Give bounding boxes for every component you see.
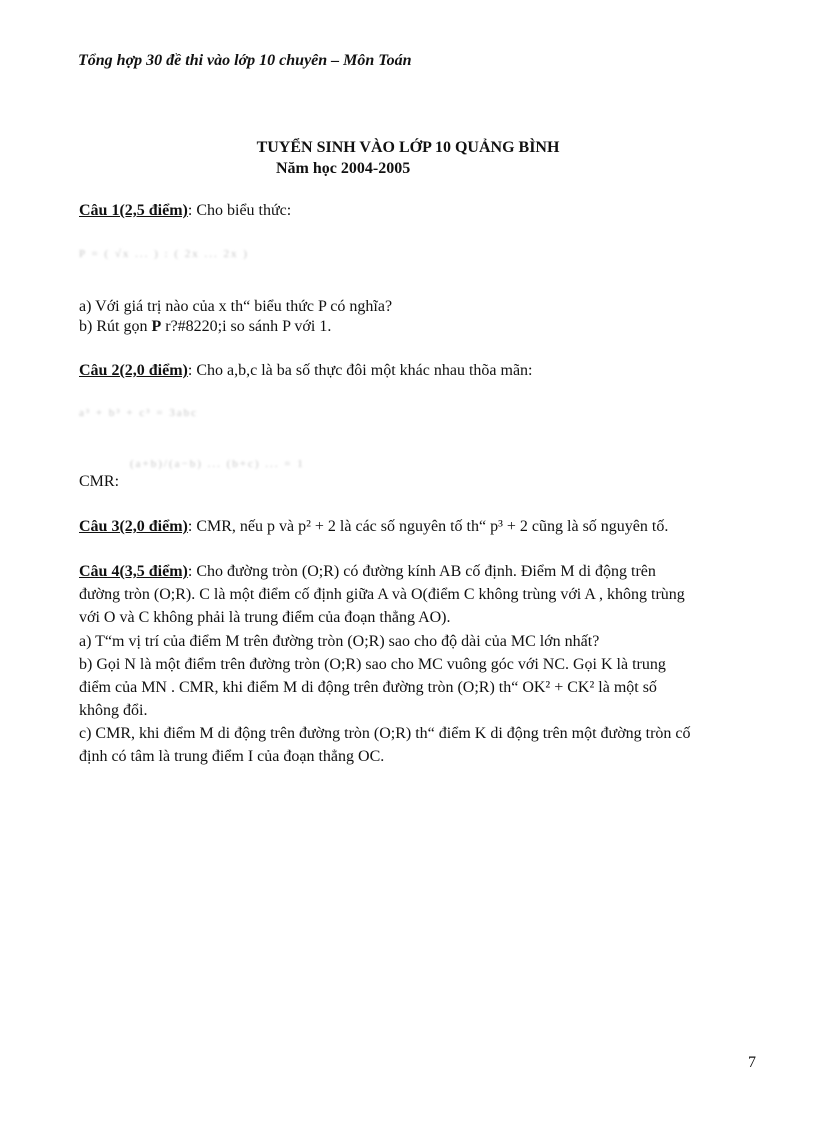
question-1-text: : Cho biểu thức:	[187, 202, 292, 219]
question-1-formula: P = ( √x ... ) : ( 2x ... 2x )	[79, 248, 249, 260]
question-4-line-3: với O và C không phải là trung điểm của đoạn thẳng AO).	[79, 609, 451, 626]
question-2-condition-formula: a³ + b³ + c³ = 3abc	[79, 407, 199, 419]
question-4-part-b-3: không đổi.	[79, 702, 148, 719]
question-4-part-a: a) T“m vị trí của điểm M trên đường tròn (O;R) sao cho độ dài của MC lớn nhất?	[79, 633, 600, 650]
question-4-part-c-1: c) CMR, khi điểm M di động trên đường tròn (O;R) th“ điểm K di động trên một đường tròn cố	[79, 725, 691, 742]
question-2-heading	[79, 361, 532, 381]
question-2-label: Câu 2(2,0 điểm)	[79, 362, 188, 379]
question-1-part-b-post: r?#8220;i so sánh P với 1.	[161, 318, 332, 335]
question-4-part-c-2: định có tâm là trung điểm I của đoạn thẳng OC.	[79, 748, 385, 765]
question-1-label: Câu 1(2,5 điểm)	[79, 202, 188, 219]
question-2-proof-formula: (a+b)/(a−b) ... (b+c) ... = 1	[130, 458, 305, 470]
question-3-label: Câu 3(2,0 điểm)	[79, 518, 188, 535]
question-4-line-2: đường tròn (O;R). C là một điểm cố định giữa A và O(điểm C không trùng với A , không trùng	[79, 586, 685, 603]
question-4-part-b-1: b) Gọi N là một điểm trên đường tròn (O;R) sao cho MC vuông góc với NC. Gọi K là trung	[79, 656, 666, 673]
question-2-text: : Cho a,b,c là ba số thực đôi một khác nhau thõa mãn:	[187, 362, 533, 379]
page-number: 7	[748, 1054, 756, 1071]
question-4-label: Câu 4(3,5 điểm)	[79, 563, 188, 580]
question-3-text: : CMR, nếu p và p² + 2 là các số nguyên tố th“ p³ + 2 cũng là số nguyên tố.	[187, 518, 669, 535]
question-3	[79, 517, 668, 537]
question-4-part-b-2: điểm của MN . CMR, khi điểm M di động trên đường tròn (O;R) th“ OK² + CK² là một số	[79, 679, 657, 696]
page-header: Tổng hợp 30 đề thi vào lớp 10 chuyên – Môn Toán	[78, 52, 412, 69]
question-4-text: : Cho đường tròn (O;R) có đường kính AB cố định. Điểm M di động trên	[187, 563, 656, 580]
question-1-part-b-pre: b) Rút gọn	[79, 318, 152, 335]
question-4-line-1	[79, 562, 656, 582]
exam-year: Năm học 2004-2005	[276, 160, 411, 177]
exam-title: TUYỂN SINH VÀO LỚP 10 QUẢNG BÌNH	[256, 139, 560, 156]
question-1-heading	[79, 201, 291, 221]
question-1-part-b	[79, 317, 331, 337]
question-1-part-b-symbol: P	[151, 318, 162, 335]
question-1-part-a: a) Với giá trị nào của x th“ biểu thức P có nghĩa?	[79, 298, 393, 315]
question-2-cmr: CMR:	[79, 473, 120, 490]
